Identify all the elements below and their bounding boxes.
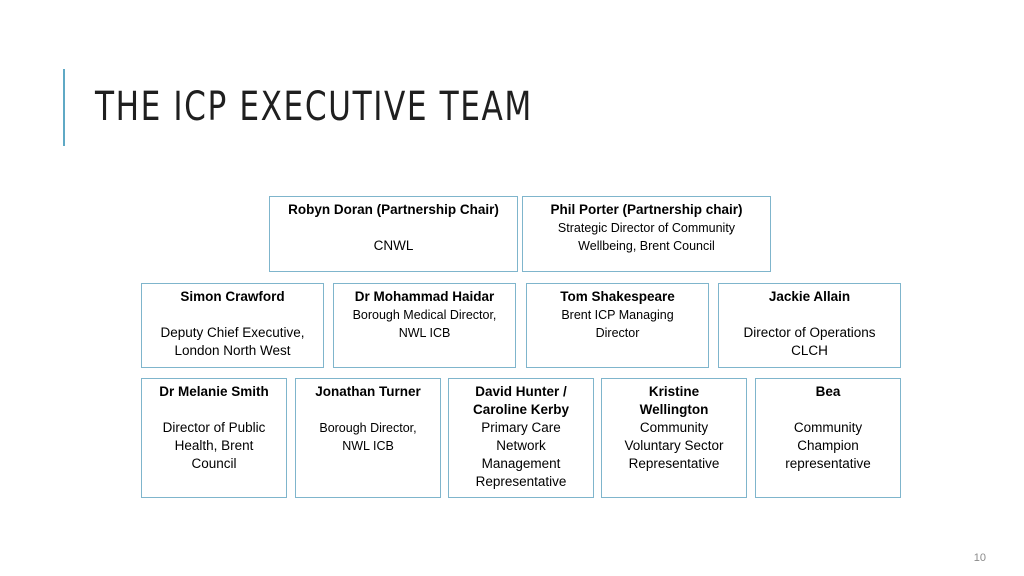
member-name: Tom Shakespeare [560, 289, 675, 304]
member-card-robyn-doran [269, 196, 518, 272]
member-card-melanie-smith [141, 378, 287, 498]
member-name: Jackie Allain [768, 289, 851, 304]
member-role: Borough Medical Director, NWL ICB [352, 308, 497, 340]
member-name: Dr Mohammad Haidar [354, 289, 495, 304]
member-card-bea [755, 378, 901, 498]
member-card-jonathan-turner [295, 378, 441, 498]
member-name: David Hunter / Caroline Kerby [472, 384, 570, 417]
member-name: Robyn Doran (Partnership Chair) [288, 202, 499, 217]
member-name: Bea [815, 384, 841, 399]
page-number: 10 [973, 552, 986, 564]
member-card-mohammad-haidar [333, 283, 516, 368]
member-card-jackie-allain [718, 283, 901, 368]
member-card-kristine-wellington [601, 378, 747, 498]
member-name: Jonathan Turner [315, 384, 421, 399]
member-role: Deputy Chief Executive, London North West [160, 325, 305, 358]
title-accent-bar [63, 69, 65, 146]
member-name: Simon Crawford [180, 289, 285, 304]
member-role: CNWL [373, 238, 414, 253]
member-name: Phil Porter (Partnership chair) [550, 202, 743, 217]
member-card-simon-crawford [141, 283, 324, 368]
member-name: Kristine Wellington [639, 384, 709, 417]
member-role: Brent ICP Managing Director [561, 308, 674, 340]
member-name: Dr Melanie Smith [159, 384, 269, 399]
member-role: Borough Director, NWL ICB [319, 421, 417, 453]
member-role: Director of Operations CLCH [743, 325, 876, 358]
member-role: Community Voluntary Sector Representative [624, 420, 724, 471]
member-card-hunter-kerby [448, 378, 594, 498]
member-role: Strategic Director of Community Wellbeing, Brent Council [557, 221, 736, 253]
member-card-phil-porter [522, 196, 771, 272]
member-role: Director of Public Health, Brent Council [162, 420, 266, 471]
slide-title: THE ICP EXECUTIVE TEAM [95, 84, 533, 130]
member-card-tom-shakespeare [526, 283, 709, 368]
member-role: Community Champion representative [785, 420, 871, 471]
member-role: Primary Care Network Management Representative [475, 420, 567, 489]
